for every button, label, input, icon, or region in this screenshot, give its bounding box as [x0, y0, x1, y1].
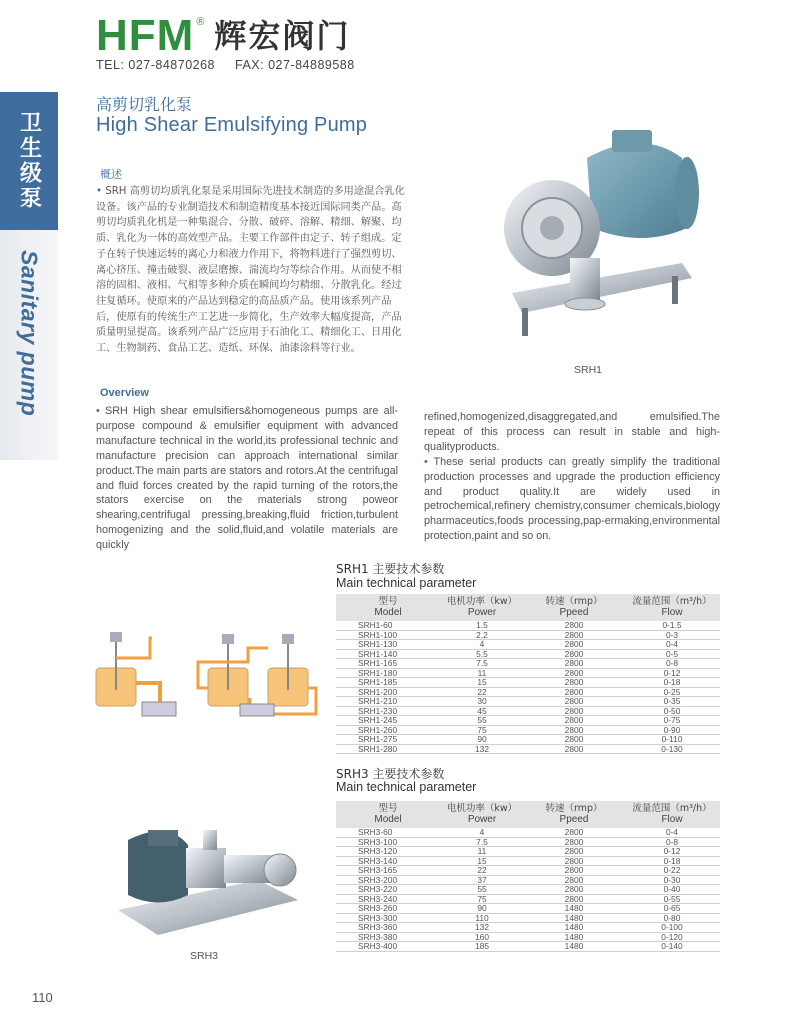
table-cell: 110 [440, 913, 524, 923]
table-cell: 75 [440, 725, 524, 735]
column-flow: 流量范围（m³/h） Flow [624, 594, 720, 621]
table-cell: 2800 [524, 875, 624, 885]
overview-cn-paragraph [96, 184, 406, 357]
table-cell: 2800 [524, 744, 624, 754]
srh1-table-title-en: Main technical parameter [336, 576, 477, 590]
table-cell: SRH3-100 [336, 837, 440, 847]
table-cell: 2800 [524, 725, 624, 735]
table-cell: 2800 [524, 894, 624, 904]
table-cell: 2800 [524, 735, 624, 745]
table-cell: 0-75 [624, 716, 720, 726]
bullet-icon: • [96, 186, 103, 197]
srh1-table-body [336, 621, 720, 754]
table-cell: 22 [440, 687, 524, 697]
table-cell: 2800 [524, 687, 624, 697]
srh3-parameter-table [336, 801, 720, 952]
table-row [336, 716, 720, 726]
overview-cn-heading: 概述 [100, 168, 122, 181]
overview-en-text-applications: These serial products can greatly simplify the traditional production processes and upgrade the production efficiency and product quality.It are widely used in petrochemical,refinery chemistry,consumer chemicals,biology pharmaceutics,foods processing,pap-ermaking,environmental protection,paint and so on. [424, 455, 720, 543]
logo-chinese-text: 辉宏阀门 [214, 17, 351, 55]
table-cell: 2800 [524, 668, 624, 678]
table-cell: 2800 [524, 621, 624, 630]
table-cell: SRH1-165 [336, 659, 440, 669]
table-cell: 2800 [524, 716, 624, 726]
table-cell: 2800 [524, 649, 624, 659]
table-cell: SRH1-185 [336, 678, 440, 688]
table-cell: 7.5 [440, 659, 524, 669]
bullet-icon: • [96, 405, 100, 417]
column-speed: 转速（rmp） Ppeed [524, 801, 624, 828]
table-cell: 0-22 [624, 866, 720, 876]
table-cell: 0-100 [624, 923, 720, 933]
table-cell: 4 [440, 640, 524, 650]
category-tab-en [0, 230, 58, 460]
product-title-en: High Shear Emulsifying Pump [96, 114, 368, 136]
table-cell: SRH3-220 [336, 885, 440, 895]
table-cell: 2800 [524, 697, 624, 707]
table-cell: SRH1-100 [336, 630, 440, 640]
table-row [336, 640, 720, 650]
table-cell: SRH1-200 [336, 687, 440, 697]
table-cell: 0-18 [624, 856, 720, 866]
table-cell: 22 [440, 866, 524, 876]
table-cell: SRH3-140 [336, 856, 440, 866]
product-title-cn: 高剪切乳化泵 [96, 95, 193, 114]
table-cell: 2800 [524, 856, 624, 866]
table-cell: 55 [440, 885, 524, 895]
contact-line [96, 58, 355, 72]
table-cell: 0-4 [624, 640, 720, 650]
table-cell: SRH1-275 [336, 735, 440, 745]
column-power: 电机功率（kw） Power [440, 594, 524, 621]
srh1-caption: SRH1 [574, 364, 603, 376]
table-cell: SRH3-240 [336, 894, 440, 904]
table-cell: 0-110 [624, 735, 720, 745]
table-cell: SRH3-60 [336, 828, 440, 837]
registered-mark: ® [196, 16, 205, 28]
table-cell: SRH1-210 [336, 697, 440, 707]
table-cell: 1480 [524, 913, 624, 923]
table-cell: 0-140 [624, 942, 720, 952]
table-cell: 2800 [524, 706, 624, 716]
table-cell: 0-4 [624, 828, 720, 837]
table-cell: SRH3-120 [336, 847, 440, 857]
srh1-table-title-cn: SRH1 主要技术参数 [336, 562, 445, 576]
table-cell: 132 [440, 923, 524, 933]
table-row [336, 744, 720, 754]
table-cell: 0-1.5 [624, 621, 720, 630]
table-cell: 1480 [524, 942, 624, 952]
table-cell: 0-55 [624, 894, 720, 904]
table-cell: 90 [440, 735, 524, 745]
table-cell: 0-5 [624, 649, 720, 659]
overview-cn-text: SRH 高剪切均质乳化泵是采用国际先进技术制造的多用途混合乳化设备。该产品的专业制造技术和制造精度基本接近国际同类产品。高剪切均质乳化机是一种集混合、分散、破碎、溶解、精细、解聚、均质、乳化为一体的高效型产品。主要工作部件由定子、转子组成。定子在转子快速运转的离心力和液力作用下，将物料进行了强烈剪切、离心挤压、撞击破裂、液层磨擦、湍流均匀等综合作用。从而使不相溶的固相、液相、气相等多种介质在瞬间均匀精细、分散乳化。经过往复循环。使原来的产品达到稳定的高品质产品。使用该系列产品后，使原有的传统生产工艺进一步简化，生产效率大幅度提高，产品质量明显提高。该系列产品广泛应用于石油化工、精细化工、日用化工、生物制药、食品工艺、造纸、环保、油漆涂料等行业。 [96, 186, 405, 355]
table-cell: 1480 [524, 923, 624, 933]
table-cell: 2800 [524, 630, 624, 640]
table-cell: 0-65 [624, 904, 720, 914]
table-cell: SRH3-165 [336, 866, 440, 876]
table-cell: 2800 [524, 837, 624, 847]
table-cell: 0-25 [624, 687, 720, 697]
table-row [336, 904, 720, 914]
table-row [336, 659, 720, 669]
table-cell: 0-8 [624, 659, 720, 669]
table-cell: 0-50 [624, 706, 720, 716]
table-cell: SRH3-300 [336, 913, 440, 923]
process-flow-diagram [90, 628, 322, 720]
category-tab-cn [0, 92, 58, 230]
table-row [336, 942, 720, 952]
logo-latin-text: HFM [96, 11, 195, 60]
table-cell: 0-120 [624, 932, 720, 942]
table-cell: 2.2 [440, 630, 524, 640]
table-cell: 160 [440, 932, 524, 942]
table-row [336, 923, 720, 933]
table-cell: SRH1-130 [336, 640, 440, 650]
category-en-label: Sanitary pump [16, 250, 43, 417]
table-cell: 2800 [524, 866, 624, 876]
table-cell: SRH1-60 [336, 621, 440, 630]
table-cell: 0-12 [624, 847, 720, 857]
column-speed: 转速（rmp） Ppeed [524, 594, 624, 621]
table-row [336, 828, 720, 837]
srh3-caption: SRH3 [190, 950, 219, 962]
table-cell: 0-80 [624, 913, 720, 923]
srh3-table-title-cn: SRH3 主要技术参数 [336, 767, 445, 781]
overview-en-paragraph-right [424, 410, 720, 544]
table-cell: 7.5 [440, 837, 524, 847]
table-cell: 0-3 [624, 630, 720, 640]
table-cell: 0-18 [624, 678, 720, 688]
table-cell: 0-30 [624, 875, 720, 885]
table-cell: SRH1-140 [336, 649, 440, 659]
table-cell: 15 [440, 678, 524, 688]
table-cell: 0-12 [624, 668, 720, 678]
table-cell: 0-8 [624, 837, 720, 847]
table-cell: SRH1-260 [336, 725, 440, 735]
column-model: 型号 Model [336, 801, 440, 828]
table-cell: 37 [440, 875, 524, 885]
table-row [336, 621, 720, 630]
table-row [336, 697, 720, 707]
bullet-icon: • [424, 455, 428, 468]
category-cn-label: 卫生级泵 [16, 111, 42, 211]
table-cell: 132 [440, 744, 524, 754]
table-cell: 2800 [524, 885, 624, 895]
table-cell: SRH1-280 [336, 744, 440, 754]
table-row [336, 735, 720, 745]
page-number: 110 [32, 990, 53, 1005]
table-cell: 90 [440, 904, 524, 914]
srh3-table-title-en: Main technical parameter [336, 780, 477, 794]
table-cell: 0-130 [624, 744, 720, 754]
table-cell: 45 [440, 706, 524, 716]
table-cell: 0-40 [624, 885, 720, 895]
table-cell: 0-90 [624, 725, 720, 735]
overview-en-text-left: SRH High shear emulsifiers&homogeneous pumps are all-purpose compound & emulsifier equipment with advanced manufacture technical in the world,its professional technic and manufacture precision can approach international similar product.The main parts are stators and rotors.At the centrifugal and fluid forces created by the rapid turning of the rotors,the stators exercise on the materials strong poweor shearing,centrifugal pressing,breaking,fluid friction,turbulent homogenizing and the solid,fluid,and volatile materials are quickly [96, 405, 399, 552]
table-cell: 75 [440, 894, 524, 904]
table-cell: SRH3-260 [336, 904, 440, 914]
table-cell: 55 [440, 716, 524, 726]
table-cell: 2800 [524, 640, 624, 650]
srh3-table-body [336, 828, 720, 951]
table-cell: 1.5 [440, 621, 524, 630]
table-cell: SRH3-200 [336, 875, 440, 885]
brand-logo [96, 11, 351, 60]
overview-en-text-continued: refined,homogenized,disaggregated,and emulsified.The repeat of this process can result in stable and high-qualityproducts. [424, 411, 720, 453]
column-power: 电机功率（kw） Power [440, 801, 524, 828]
srh1-parameter-table [336, 594, 720, 754]
table-cell: SRH1-230 [336, 706, 440, 716]
table-cell: 15 [440, 856, 524, 866]
fax: FAX: 027-84889588 [235, 58, 355, 72]
table-row [336, 678, 720, 688]
table-cell: 2800 [524, 678, 624, 688]
table-cell: 185 [440, 942, 524, 952]
table-cell: SRH3-360 [336, 923, 440, 933]
table-cell: SRH1-245 [336, 716, 440, 726]
table-cell: 4 [440, 828, 524, 837]
srh1-pump-image [482, 118, 704, 348]
telephone: TEL: 027-84870268 [96, 58, 216, 72]
table-cell: 2800 [524, 659, 624, 669]
table-cell: 30 [440, 697, 524, 707]
table-cell: 2800 [524, 828, 624, 837]
table-cell: SRH3-400 [336, 942, 440, 952]
table-cell: SRH3-380 [336, 932, 440, 942]
table-cell: 1480 [524, 932, 624, 942]
table-cell: 2800 [524, 847, 624, 857]
overview-en-paragraph-left [96, 404, 398, 553]
table-cell: 11 [440, 668, 524, 678]
table-cell: 0-35 [624, 697, 720, 707]
table-row [336, 847, 720, 857]
table-cell: 1480 [524, 904, 624, 914]
table-cell: 5.5 [440, 649, 524, 659]
table-cell: SRH1-180 [336, 668, 440, 678]
table-row [336, 885, 720, 895]
overview-en-heading: Overview [100, 387, 149, 399]
column-model: 型号 Model [336, 594, 440, 621]
table-cell: 11 [440, 847, 524, 857]
column-flow: 流量范围（m³/h） Flow [624, 801, 720, 828]
table-row [336, 866, 720, 876]
srh3-pump-image [108, 800, 304, 940]
